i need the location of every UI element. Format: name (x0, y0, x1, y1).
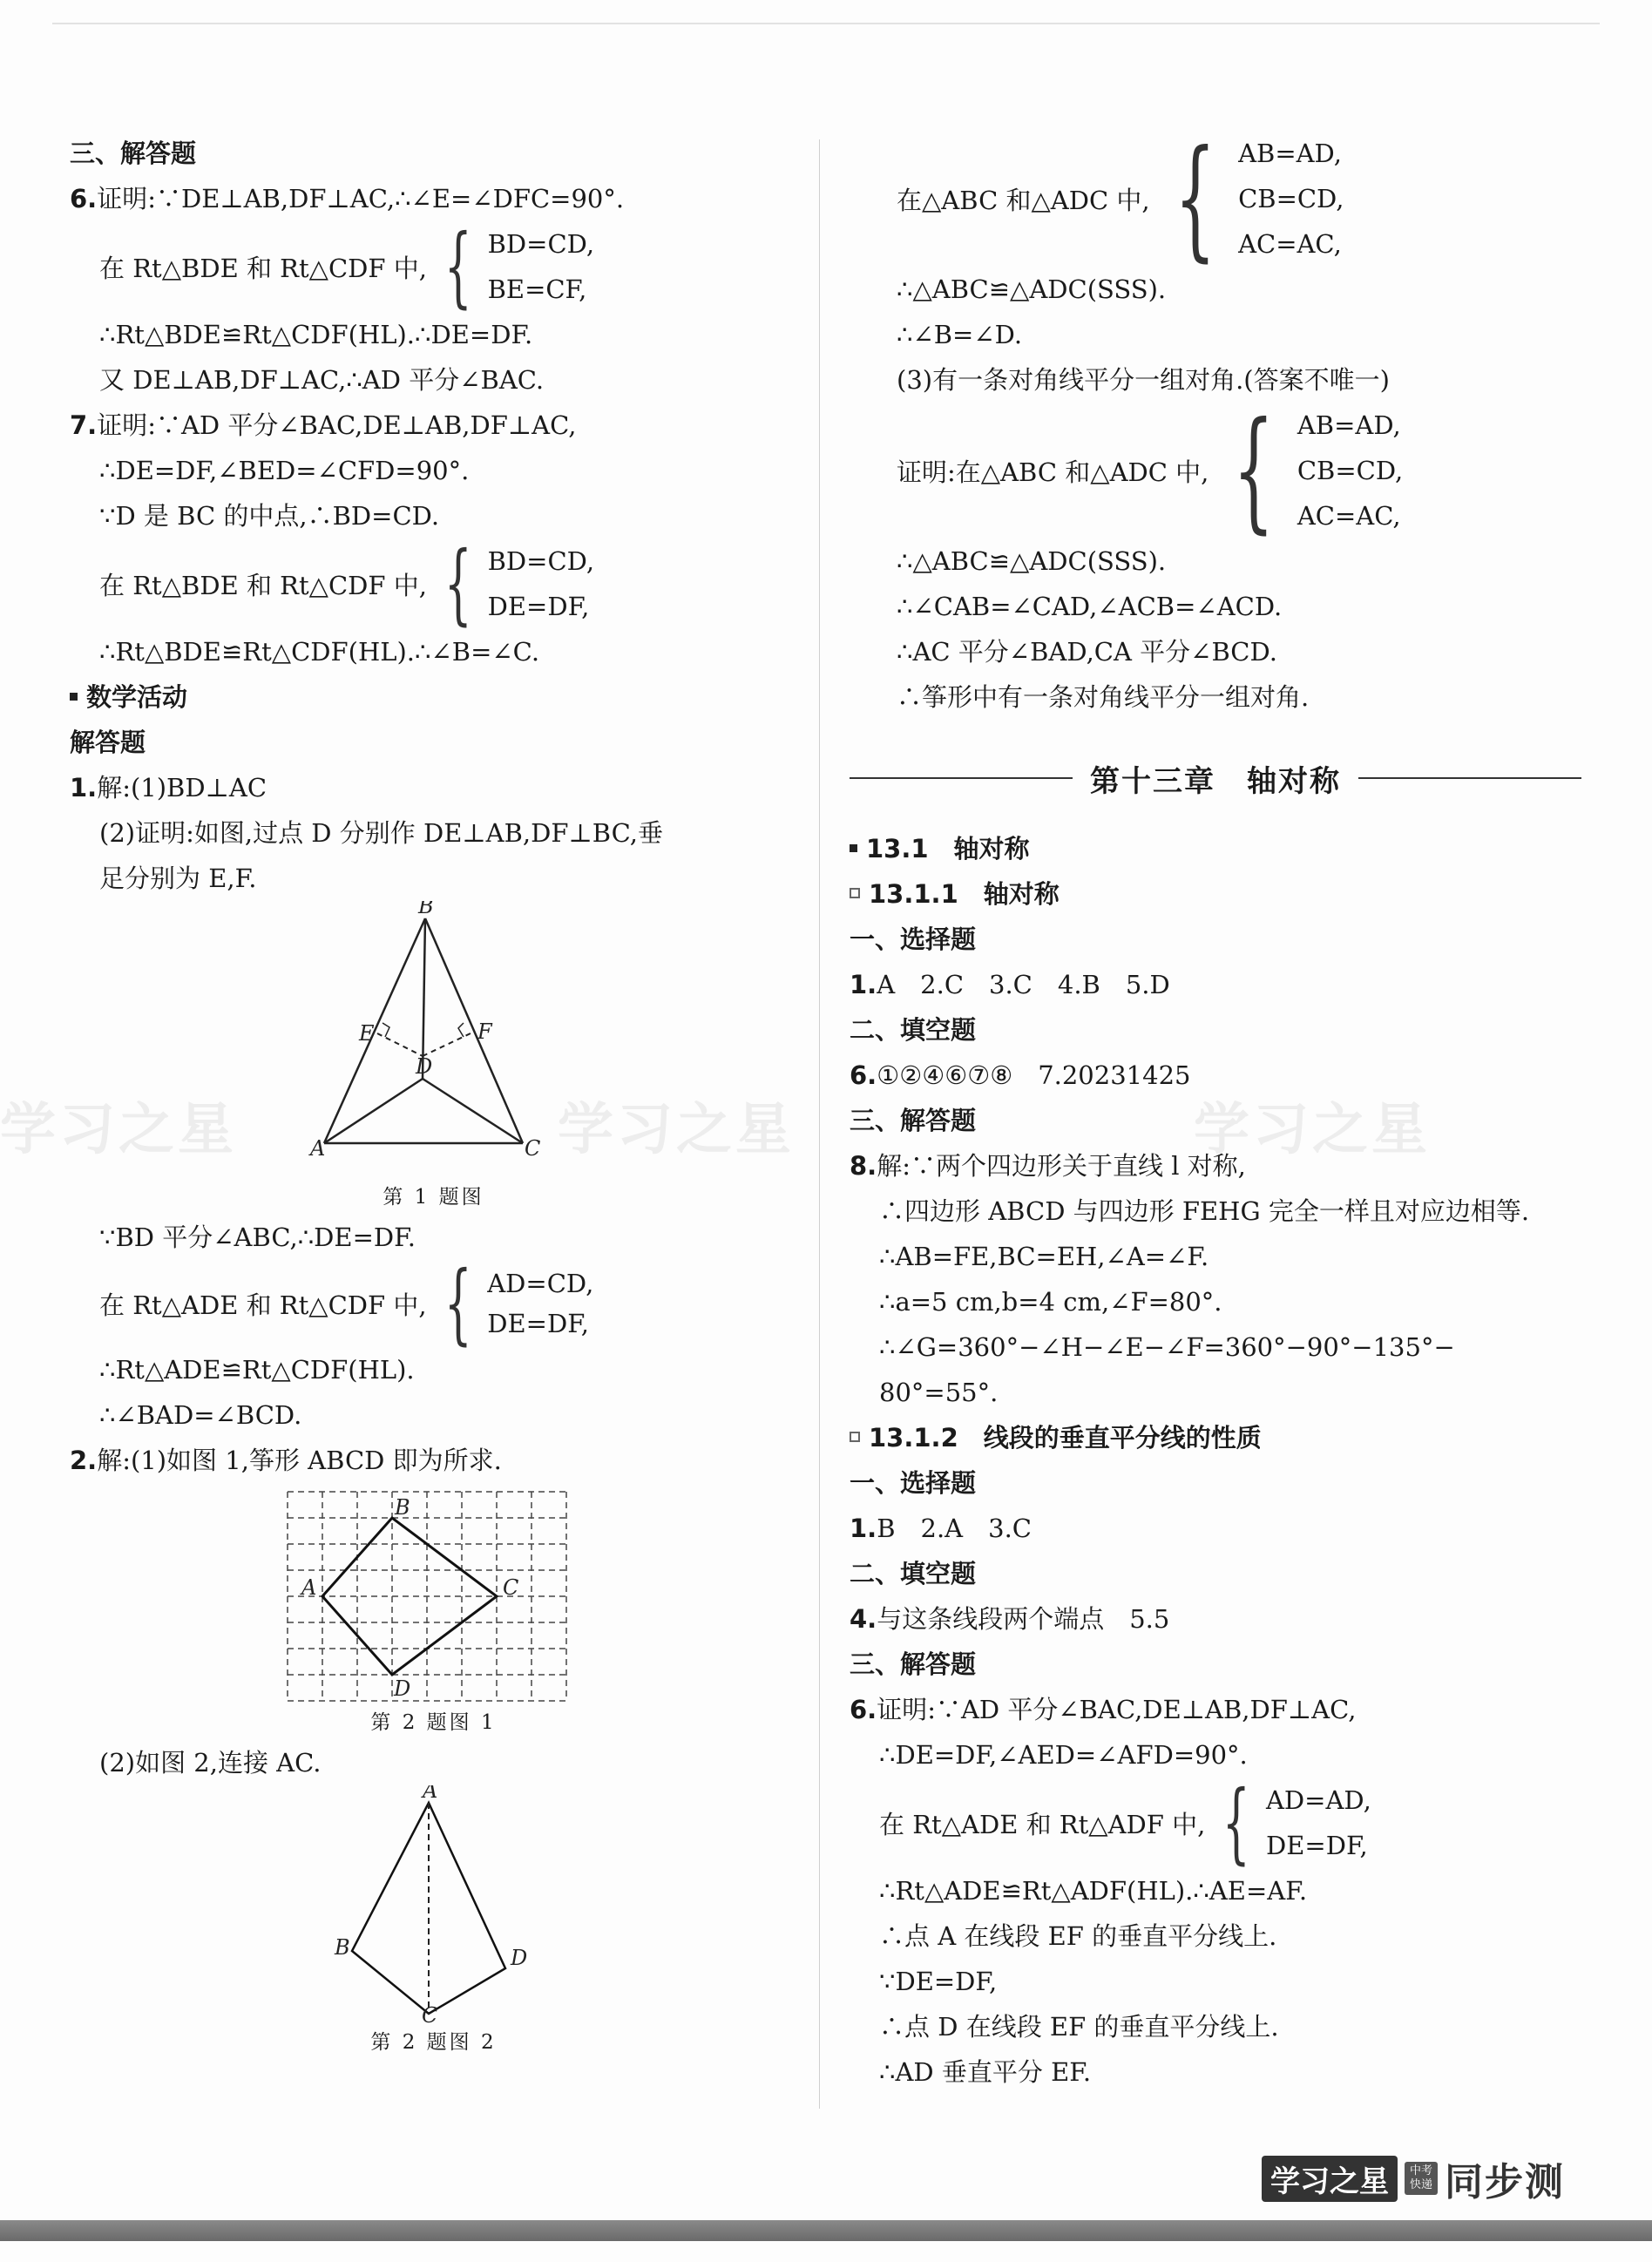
system-line: AC=AC, (1297, 501, 1401, 531)
system-line: DE=DF, (487, 592, 590, 621)
watermark: 学习之星 (0, 1098, 237, 1162)
brand-tag: 中考快递 (1405, 2162, 1438, 2195)
brace-icon: { (1233, 395, 1275, 546)
text-line: ∴∠G=360°−∠H−∠E−∠F=360°−90°−135°− (879, 1332, 1455, 1362)
question-number: 4. (850, 1604, 877, 1634)
subsection-title: 解答题 (70, 728, 146, 757)
chapter-heading (850, 748, 1581, 809)
system-intro: 在△ABC 和△ADC 中, (897, 185, 1150, 215)
equation-system (70, 215, 797, 317)
text-line: ∴DE=DF,∠BED=∠CFD=90°. (99, 456, 470, 485)
figure-caption: 第 1 题图 (383, 1186, 484, 1209)
question-number: 6. (70, 184, 98, 213)
text-line: ∴点 D 在线段 EF 的垂直平分线上. (879, 2012, 1279, 2042)
text-line: 解:(1)如图 1,筝形 ABCD 即为所求. (97, 1446, 502, 1475)
system-intro: 证明:在△ABC 和△ADC 中, (897, 457, 1209, 487)
chapter-rule-right (1358, 777, 1581, 779)
text-line: ∴∠CAB=∠CAD,∠ACB=∠ACD. (897, 592, 1283, 621)
watermark: 学习之星 (1194, 1098, 1431, 1162)
text-line: 解:∵两个四边形关于直线 l 对称, (877, 1151, 1246, 1181)
text-line: ∴DE=DF,∠AED=∠AFD=90°. (879, 1740, 1248, 1770)
question-number: 1. (70, 773, 98, 803)
question-number: 1. (850, 970, 877, 999)
label-A: A (310, 1136, 326, 1161)
label-C: C (503, 1575, 519, 1600)
triangle-figure (70, 901, 797, 1180)
figure-1 (70, 901, 797, 1180)
label-D: D (394, 1676, 411, 1701)
question-number: 2. (70, 1446, 98, 1475)
section-title: 13.1 轴对称 (850, 826, 1581, 871)
text-line: 解:(1)BD⊥AC (97, 773, 267, 803)
figure-caption: 第 2 题图 1 (370, 1711, 497, 1734)
text-line: 又 DE⊥AB,DF⊥AC,∴AD 平分∠BAC. (99, 365, 545, 395)
brace-icon: { (443, 215, 472, 317)
footer-band (0, 2220, 1652, 2241)
label-D: D (416, 1054, 433, 1079)
left-column (70, 131, 797, 2060)
text-line: ∴四边形 ABCD 与四边形 FEHG 完全一样且对应边相等. (879, 1196, 1530, 1226)
system-line: BD=CD, (487, 229, 595, 259)
system-line: DE=DF, (487, 1309, 590, 1338)
text-line: (3)有一条对角线平分一组对角.(答案不唯一) (897, 365, 1390, 395)
section-title: 三、解答题 (70, 139, 197, 168)
brace-icon: { (443, 1252, 472, 1354)
answer-line: 与这条线段两个端点 5.5 (877, 1604, 1170, 1634)
chapter-rule-left (850, 777, 1073, 779)
equation-system (850, 395, 1581, 546)
label-C: C (422, 2003, 438, 2025)
brace-icon: { (1222, 1771, 1251, 1873)
brand-mark: 学习之星 (1262, 2156, 1398, 2202)
text-line: 证明:∵AD 平分∠BAC,DE⊥AB,DF⊥AC, (97, 410, 577, 440)
label-F: F (477, 1019, 492, 1044)
text-line: 证明:∵AD 平分∠BAC,DE⊥AB,DF⊥AC, (877, 1695, 1357, 1724)
text-line: 足分别为 E,F. (99, 863, 257, 893)
label-A: A (301, 1575, 317, 1600)
text-line: ∴△ABC≌△ADC(SSS). (897, 546, 1167, 576)
system-intro: 在 Rt△BDE 和 Rt△CDF 中, (99, 570, 427, 600)
system-line: DE=DF, (1265, 1831, 1368, 1860)
text-line: ∴∠B=∠D. (897, 320, 1023, 349)
text-line: ∴Rt△ADE≌Rt△ADF(HL).∴AE=AF. (879, 1876, 1308, 1906)
brace-icon: { (1174, 123, 1216, 274)
label-B: B (335, 1935, 350, 1960)
question-number: 1. (850, 1514, 877, 1543)
system-intro: 在 Rt△BDE 和 Rt△CDF 中, (99, 253, 427, 283)
section-title: 数学活动 (70, 674, 797, 720)
system-intro: 在 Rt△ADE 和 Rt△CDF 中, (99, 1290, 427, 1320)
figure-2-1 (70, 1483, 797, 1705)
group-title: 三、解答题 (850, 1649, 977, 1679)
text-line: (2)如图 2,连接 AC. (99, 1748, 322, 1778)
text-line: ∴筝形中有一条对角线平分一组对角. (897, 682, 1310, 712)
kite-figure (70, 1785, 797, 2025)
top-rule (52, 23, 1600, 24)
text-line: ∴Rt△BDE≌Rt△CDF(HL).∴∠B=∠C. (99, 637, 540, 667)
system-line: AB=AD, (1297, 410, 1401, 440)
text-line: ∵BD 平分∠ABC,∴DE=DF. (99, 1222, 416, 1252)
watermark: 学习之星 (558, 1098, 795, 1162)
label-D: D (511, 1946, 528, 1970)
text-line: ∴∠BAD=∠BCD. (99, 1400, 302, 1430)
text-line: 80°=55°. (879, 1378, 999, 1407)
right-column (850, 123, 1581, 720)
equation-system (850, 1771, 1581, 1873)
brand-name: 同步测 (1445, 2160, 1565, 2204)
group-title: 二、填空题 (850, 1015, 977, 1045)
text-line: ∴a=5 cm,b=4 cm,∠F=80°. (879, 1287, 1222, 1317)
text-line: ∴AD 垂直平分 EF. (879, 2057, 1092, 2087)
brand-logo (1262, 2150, 1565, 2206)
label-C: C (525, 1136, 541, 1161)
equation-system (70, 1252, 797, 1354)
text-line: ∵DE=DF, (879, 1967, 998, 1996)
question-number: 6. (850, 1060, 877, 1090)
equation-system (70, 532, 797, 634)
text-line: ∴△ABC≌△ADC(SSS). (897, 274, 1167, 304)
brace-icon: { (443, 532, 472, 634)
system-line: AD=CD, (487, 1269, 594, 1298)
group-title: 三、解答题 (850, 1106, 977, 1135)
group-title: 二、填空题 (850, 1559, 977, 1588)
subsection-title: 13.1.1 轴对称 (850, 871, 1581, 917)
grid-kite-figure (70, 1483, 797, 1705)
system-line: CB=CD, (1238, 184, 1344, 213)
figure-caption: 第 2 题图 2 (370, 2031, 497, 2054)
chapter-title: 第十三章 轴对称 (1090, 763, 1341, 799)
label-E: E (359, 1021, 375, 1046)
group-title: 一、选择题 (850, 1468, 977, 1498)
label-B: B (395, 1495, 410, 1520)
system-line: AC=AC, (1238, 229, 1342, 259)
text-line: ∴AC 平分∠BAD,CA 平分∠BCD. (897, 637, 1277, 667)
subsection-title: 13.1.2 线段的垂直平分线的性质 (850, 1415, 1581, 1460)
text-line: 证明:∵DE⊥AB,DF⊥AC,∴∠E=∠DFC=90°. (97, 184, 625, 213)
label-B: B (418, 901, 434, 918)
text-line: ∵D 是 BC 的中点,∴BD=CD. (99, 501, 440, 531)
equation-system (850, 123, 1581, 274)
question-number: 6. (850, 1695, 877, 1724)
system-line: BE=CF, (487, 274, 587, 304)
figure-2-2 (70, 1785, 797, 2025)
question-number: 8. (850, 1151, 877, 1181)
system-line: AD=AD, (1265, 1785, 1371, 1815)
system-intro: 在 Rt△ADE 和 Rt△ADF 中, (879, 1809, 1206, 1839)
system-line: BD=CD, (487, 546, 595, 576)
system-line: AB=AD, (1238, 139, 1342, 168)
text-line: ∴AB=FE,BC=EH,∠A=∠F. (879, 1242, 1209, 1271)
group-title: 一、选择题 (850, 924, 977, 954)
text-line: ∴Rt△ADE≌Rt△CDF(HL). (99, 1355, 415, 1385)
answer-line: B 2.A 3.C (877, 1514, 1032, 1543)
system-line: CB=CD, (1297, 456, 1404, 485)
column-divider (819, 139, 820, 2109)
right-column-lower (850, 826, 1581, 2095)
question-number: 7. (70, 410, 98, 440)
label-A: A (423, 1785, 438, 1803)
text-line: ∴点 A 在线段 EF 的垂直平分线上. (879, 1921, 1277, 1951)
text-line: (2)证明:如图,过点 D 分别作 DE⊥AB,DF⊥BC,垂 (99, 818, 664, 848)
answer-line: ①②④⑥⑦⑧ 7.20231425 (877, 1060, 1191, 1090)
answer-line: A 2.C 3.C 4.B 5.D (877, 970, 1170, 999)
text-line: ∴Rt△BDE≌Rt△CDF(HL).∴DE=DF. (99, 320, 533, 349)
